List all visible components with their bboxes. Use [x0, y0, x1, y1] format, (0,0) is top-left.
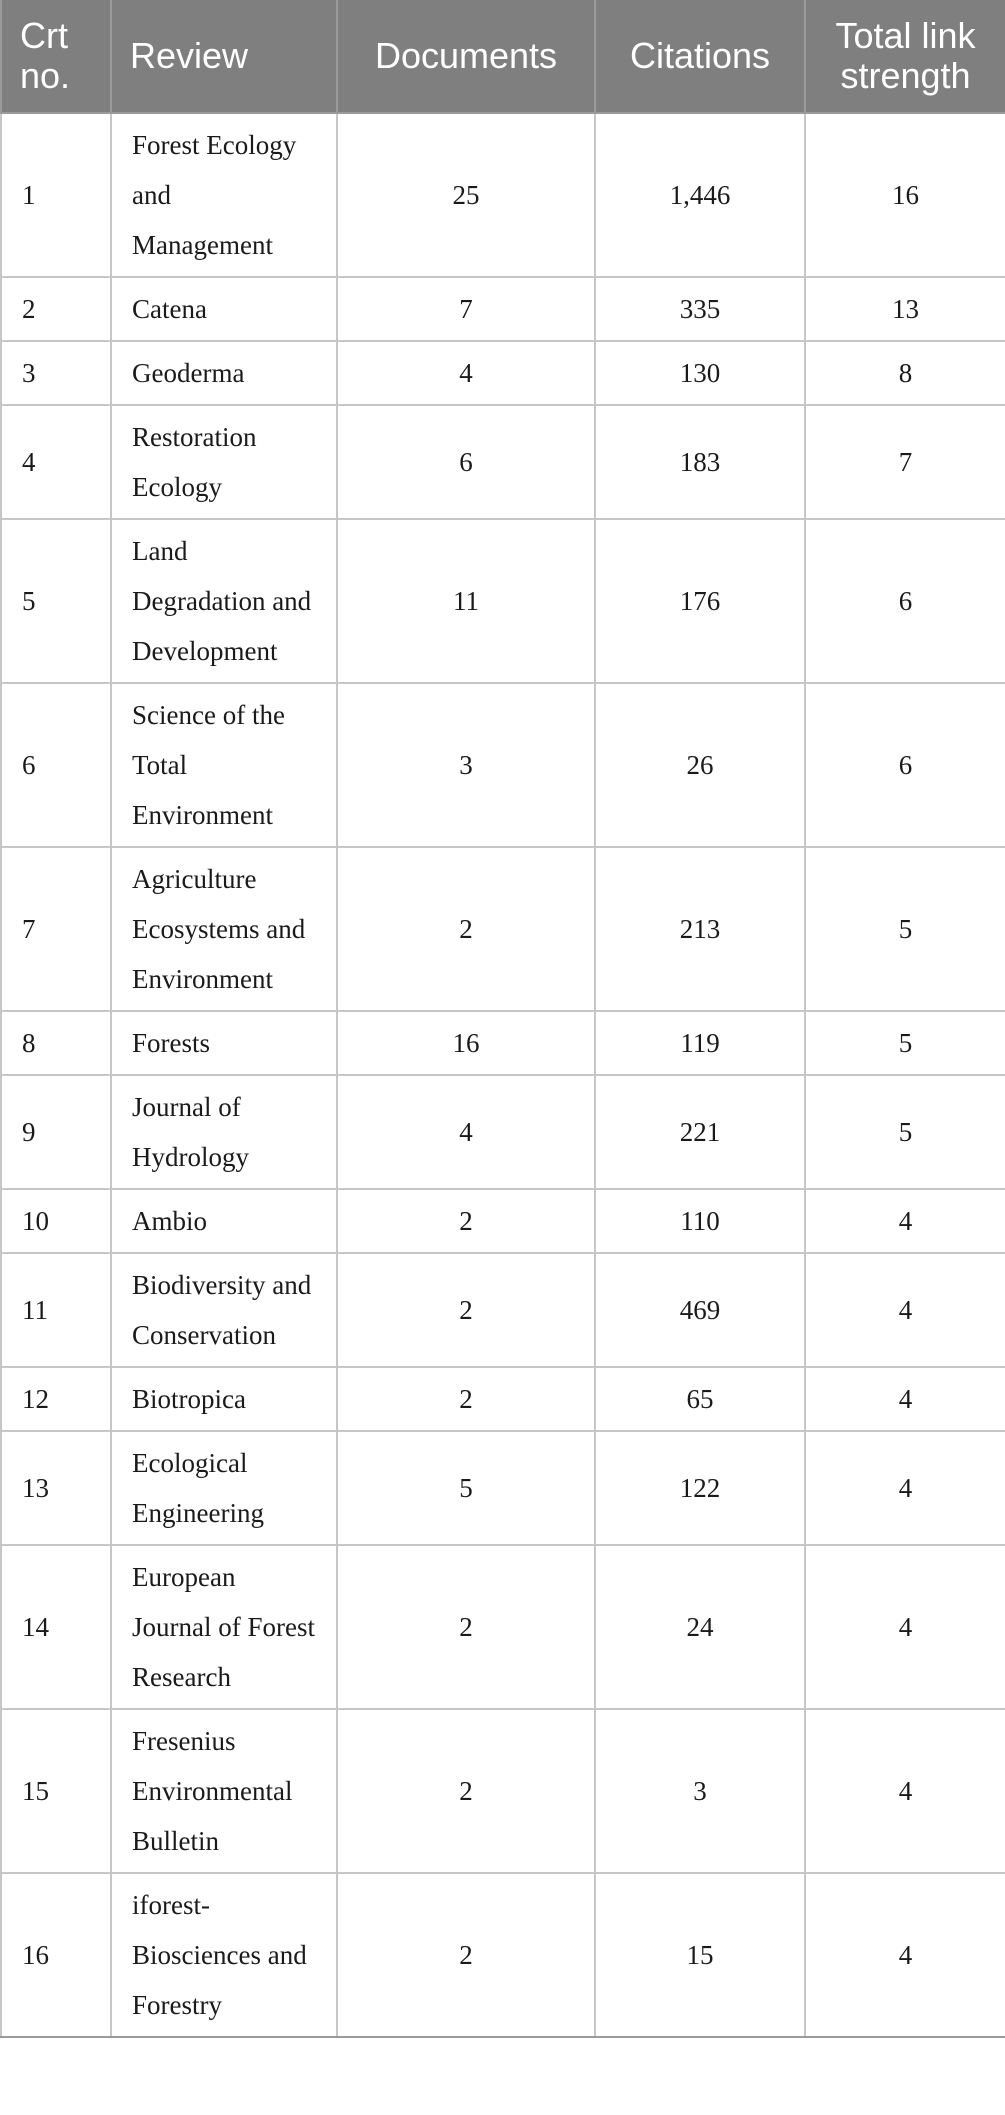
cell-review: Forests	[111, 1011, 337, 1075]
cell-citations: 335	[595, 277, 805, 341]
table-row	[1, 683, 1005, 847]
cell-strength: 4	[805, 1709, 1005, 1873]
table-row	[1, 405, 1005, 519]
cell-citations: 119	[595, 1011, 805, 1075]
cell-documents: 3	[337, 683, 595, 847]
cell-documents: 4	[337, 341, 595, 405]
table-row	[1, 1709, 1005, 1873]
cell-citations: 26	[595, 683, 805, 847]
table-row	[1, 1189, 1005, 1253]
cell-strength: 7	[805, 405, 1005, 519]
cell-citations: 183	[595, 405, 805, 519]
cell-citations: 469	[595, 1253, 805, 1367]
cell-citations: 65	[595, 1367, 805, 1431]
cell-documents: 2	[337, 1189, 595, 1253]
cell-documents: 7	[337, 277, 595, 341]
cell-review: Catena	[111, 277, 337, 341]
table-row	[1, 1545, 1005, 1709]
header-review: Review	[111, 0, 337, 113]
cell-documents: 25	[337, 113, 595, 277]
table-row	[1, 519, 1005, 683]
cell-strength: 4	[805, 1431, 1005, 1545]
cell-review: Agriculture Ecosystems and Environment	[111, 847, 337, 1011]
header-row	[1, 0, 1005, 113]
cell-review: Restoration Ecology	[111, 405, 337, 519]
header-citations: Citations	[595, 0, 805, 113]
cell-citations: 15	[595, 1873, 805, 2037]
cell-no: 7	[1, 847, 111, 1011]
cell-strength: 4	[805, 1253, 1005, 1367]
table-row	[1, 1431, 1005, 1545]
cell-no: 11	[1, 1253, 111, 1367]
cell-documents: 6	[337, 405, 595, 519]
cell-documents: 16	[337, 1011, 595, 1075]
cell-strength: 13	[805, 277, 1005, 341]
cell-strength: 4	[805, 1545, 1005, 1709]
cell-strength: 4	[805, 1189, 1005, 1253]
cell-citations: 3	[595, 1709, 805, 1873]
cell-review: Geoderma	[111, 341, 337, 405]
cell-documents: 2	[337, 847, 595, 1011]
cell-no: 8	[1, 1011, 111, 1075]
cell-documents: 11	[337, 519, 595, 683]
cell-strength: 16	[805, 113, 1005, 277]
cell-no: 15	[1, 1709, 111, 1873]
cell-no: 9	[1, 1075, 111, 1189]
cell-strength: 4	[805, 1367, 1005, 1431]
cell-review: European Journal of Forest Research	[111, 1545, 337, 1709]
cell-no: 10	[1, 1189, 111, 1253]
cell-documents: 2	[337, 1873, 595, 2037]
cell-strength: 6	[805, 683, 1005, 847]
cell-review: iforest-Biosciences and Forestry	[111, 1873, 337, 2037]
table-body	[1, 113, 1005, 2037]
cell-citations: 176	[595, 519, 805, 683]
cell-review: Ecological Engineering	[111, 1431, 337, 1545]
table-row	[1, 1253, 1005, 1367]
cell-no: 14	[1, 1545, 111, 1709]
header-documents: Documents	[337, 0, 595, 113]
table-row	[1, 341, 1005, 405]
header-crt-no: Crt no.	[1, 0, 111, 113]
cell-no: 12	[1, 1367, 111, 1431]
cell-no: 4	[1, 405, 111, 519]
cell-no: 6	[1, 683, 111, 847]
cell-no: 1	[1, 113, 111, 277]
cell-citations: 1,446	[595, 113, 805, 277]
cell-citations: 24	[595, 1545, 805, 1709]
table-row	[1, 1011, 1005, 1075]
cell-strength: 8	[805, 341, 1005, 405]
cell-review: Journal of Hydrology	[111, 1075, 337, 1189]
cell-review: Land Degradation and Development	[111, 519, 337, 683]
cell-no: 3	[1, 341, 111, 405]
cell-no: 2	[1, 277, 111, 341]
table-row	[1, 847, 1005, 1011]
cell-review: Biodiversity and Conservation	[111, 1253, 337, 1367]
cell-documents: 2	[337, 1367, 595, 1431]
cell-strength: 5	[805, 1075, 1005, 1189]
cell-review: Biotropica	[111, 1367, 337, 1431]
table-row	[1, 113, 1005, 277]
cell-citations: 122	[595, 1431, 805, 1545]
cell-documents: 5	[337, 1431, 595, 1545]
cell-review: Fresenius Environmental Bulletin	[111, 1709, 337, 1873]
cell-no: 13	[1, 1431, 111, 1545]
table-header	[1, 0, 1005, 113]
header-total-link-strength: Total link strength	[805, 0, 1005, 113]
cell-no: 5	[1, 519, 111, 683]
table-row	[1, 1367, 1005, 1431]
cell-review: Science of the Total Environment	[111, 683, 337, 847]
cell-no: 16	[1, 1873, 111, 2037]
cell-strength: 5	[805, 1011, 1005, 1075]
table-row	[1, 1075, 1005, 1189]
cell-documents: 2	[337, 1545, 595, 1709]
table-row	[1, 1873, 1005, 2037]
cell-review: Ambio	[111, 1189, 337, 1253]
cell-strength: 6	[805, 519, 1005, 683]
cell-citations: 110	[595, 1189, 805, 1253]
cell-strength: 4	[805, 1873, 1005, 2037]
cell-documents: 2	[337, 1709, 595, 1873]
cell-citations: 213	[595, 847, 805, 1011]
cell-documents: 2	[337, 1253, 595, 1367]
cell-strength: 5	[805, 847, 1005, 1011]
cell-review: Forest Ecology and Management	[111, 113, 337, 277]
table-row	[1, 277, 1005, 341]
cell-documents: 4	[337, 1075, 595, 1189]
cell-citations: 221	[595, 1075, 805, 1189]
cell-citations: 130	[595, 341, 805, 405]
